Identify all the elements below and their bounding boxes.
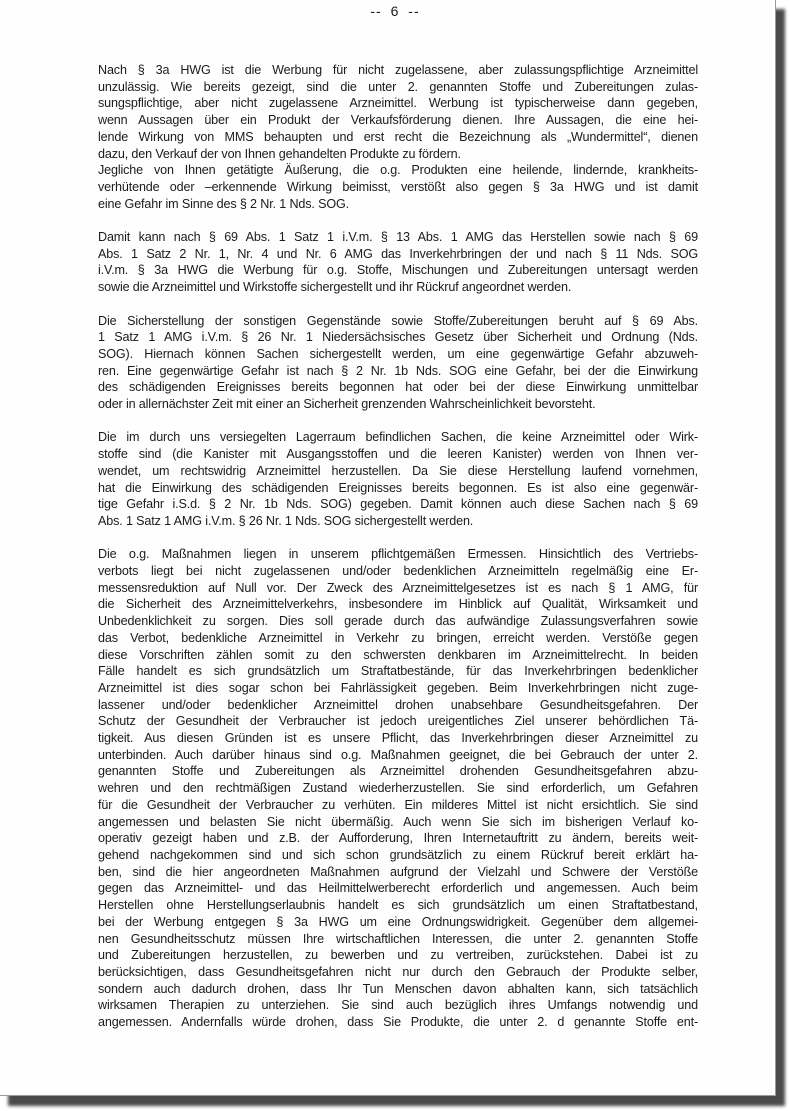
text-line: Abs. 1 Satz 1 AMG i.V.m. § 26 Nr. 1 Nds. SOG sichergestellt werden. bbox=[98, 513, 474, 528]
text-line: nen Gesundheitsschutz müssen Ihre wirtschaftlichen Interessen, die unter 2. genannten Stoffe bbox=[98, 931, 698, 946]
text-line: und Zubereitungen herzustellen, zu bewerben und zu vertreiben, zurückstehen. Dabei ist zu bbox=[98, 948, 698, 963]
document-body bbox=[98, 62, 698, 1047]
text-line: Damit kann nach § 69 Abs. 1 Satz 1 i.V.m. § 13 Abs. 1 AMG das Herstellen sowie nach § 69 bbox=[98, 230, 698, 245]
text-line: ben, sind die hier angeordneten Maßnahmen aufgrund der Vielzahl und Schwere der Verstöße bbox=[98, 864, 698, 879]
text-line: wirksamen Therapien zu unterziehen. Sie sind auch bezüglich ihres Umfangs notwendig und bbox=[98, 998, 698, 1013]
text-line: bei der Werbung entgegen § 3a HWG um eine Ordnungswidrigkeit. Gegenüber dem allgemei- bbox=[98, 914, 698, 929]
text-line: Die Sicherstellung der sonstigen Gegenstände sowie Stoffe/Zubereitungen beruht auf § 69 Abs. bbox=[98, 313, 698, 328]
text-line: das Verbot, bedenkliche Arzneimittel in Verkehr zu bringen, erreicht werden. Verstöße gegen bbox=[98, 630, 698, 645]
text-line: für die Gesundheit der Verbraucher zu verhüten. Ein milderes Mittel ist nicht ersichtlich. Sie sind bbox=[98, 797, 698, 812]
text-line: wendet, um rechtswidrig Arzneimittel herzustellen. Da Sie diese Herstellung laufend vornehmen, bbox=[98, 463, 698, 478]
text-line: verbots liegt bei nicht zugelassenen und/oder bedenklichen Arzneimitteln regelmäßig eine Er- bbox=[98, 564, 698, 579]
paragraph bbox=[98, 313, 698, 413]
text-line: lende Wirkung von MMS behaupten und erst recht die Bezeichnung als „Wundermittel“, dienen bbox=[98, 129, 698, 144]
text-line: Die im durch uns versiegelten Lagerraum befindlichen Sachen, die keine Arzneimittel oder Wirk- bbox=[98, 430, 698, 445]
text-line: lassener und/oder bedenklicher Arzneimittel drohen unabsehbare Gesundheitsgefahren. Der bbox=[98, 697, 698, 712]
text-line: Arzneimittel ist dies sogar schon bei Fahrlässigkeit gegeben. Beim Inverkehrbringen nicht zuge- bbox=[98, 680, 698, 695]
text-line: sungspflichtige, aber nicht zugelassene Arzneimittel. Werbung ist typischerweise dann gegeben, bbox=[98, 96, 698, 111]
text-line: Nach § 3a HWG ist die Werbung für nicht zugelassene, aber zulassungspflichtige Arzneimittel bbox=[98, 63, 698, 77]
text-line: angemessen und belasten Sie nicht übermäßig. Auch wenn Sie sich im bisherigen Verlauf ko- bbox=[98, 814, 698, 829]
text-line: stoffe sind (die Kanister mit Ausgangsstoffen und die leeren Kanister) werden von Ihnen ver- bbox=[98, 447, 698, 462]
text-line: des schädigenden Ereignisses bereits begonnen hat oder bei der diese Einwirkung unmittelbar bbox=[98, 380, 698, 395]
text-line: diese Vorschriften zählen somit zu den schwersten denkbaren im Arzneimittelrecht. In beiden bbox=[98, 647, 698, 662]
text-line: gehend nachgekommen sind und sich schon grundsätzlich zu einem Rückruf bereit erklärt ha- bbox=[98, 847, 698, 862]
text-line: dazu, den Verkauf der von Ihnen gehandelten Produkte zu fördern. bbox=[98, 146, 461, 161]
text-line: sondern auch dadurch drohen, dass Ihr Tun Menschen davon abhalten kann, sich tatsächlich bbox=[98, 981, 698, 996]
paragraph bbox=[98, 429, 698, 529]
text-line: 1 Satz 1 AMG i.V.m. § 26 Nr. 1 Niedersächsisches Gesetz über Sicherheit und Ordnung (Nds. bbox=[98, 330, 698, 345]
text-line: wehren und den rechtmäßigen Zustand wiederherzustellen. Sie sind erforderlich, um Gefahren bbox=[98, 781, 698, 796]
text-line: Schutz der Gesundheit der Verbraucher ist jedoch ureigentliches Ziel unserer behördlichen Tä- bbox=[98, 714, 698, 729]
text-line: verhütende oder –erkennende Wirkung beimisst, verstößt also gegen § 3a HWG und ist damit bbox=[98, 179, 698, 194]
text-line: ren. Eine gegenwärtige Gefahr ist nach § 2 Nr. 1b Nds. SOG eine Gefahr, bei der die Einwirkung bbox=[98, 363, 698, 378]
text-line: tige Gefahr i.S.d. § 2 Nr. 1b Nds. SOG) gegeben. Damit können auch diese Sachen nach § 69 bbox=[98, 497, 698, 512]
text-line: tigkeit. Aus diesen Gründen ist es unsere Pflicht, das Inverkehrbringen dieser Arzneimittel zu bbox=[98, 731, 698, 746]
text-line: angemessen. Andernfalls würde drohen, dass Sie Produkte, die unter 2. d genannte Stoffe ent- bbox=[98, 1015, 698, 1030]
text-line: Fälle handelt es sich grundsätzlich um Straftatbestände, für das Inverkehrbringen bedenklicher bbox=[98, 664, 698, 679]
text-line: operativ gezeigt haben und z.B. der Aufforderung, Ihren Internetauftritt zu ändern, bereits weit- bbox=[98, 831, 698, 846]
paragraph bbox=[98, 62, 698, 212]
text-line: Abs. 1 Satz 2 Nr. 1, Nr. 4 und Nr. 6 AMG das Inverkehrbringen der und nach § 11 Nds. SOG bbox=[98, 246, 698, 261]
text-line: eine Gefahr im Sinne des § 2 Nr. 1 Nds. SOG. bbox=[98, 196, 349, 211]
text-line: wenn Aussagen über ein Produkt der Verkaufsförderung dienen. Ihre Aussagen, die eine hei- bbox=[98, 113, 698, 128]
paragraph bbox=[98, 229, 698, 296]
text-line: die Sicherheit des Arzneimittelverkehrs, insbesondere im Hinblick auf Qualität, Wirksamkeit und bbox=[98, 597, 698, 612]
text-line: sowie die Arzneimittel und Wirkstoffe sichergestellt und ihr Rückruf angeordnet werden. bbox=[98, 280, 572, 295]
text-line: Unbedenklichkeit zu sorgen. Dies soll gerade durch das aufwändige Zulassungsverfahren sowie bbox=[98, 614, 698, 629]
text-line: Jegliche von Ihnen getätigte Äußerung, die o.g. Produkten eine heilende, lindernde, krankheits- bbox=[98, 163, 698, 178]
text-line: oder in allernächster Zeit mit einer an Sicherheit grenzenden Wahrscheinlichkeit bevorsteht. bbox=[98, 397, 596, 412]
text-line: hat die Einwirkung des schädigenden Ereignisses bereits begonnen. Es ist also eine gegenwär- bbox=[98, 480, 698, 495]
text-line: i.V.m. § 3a HWG die Werbung für o.g. Stoffe, Mischungen und Zubereitungen untersagt werden bbox=[98, 263, 698, 278]
text-line: Die o.g. Maßnahmen liegen in unserem pflichtgemäßen Ermessen. Hinsichtlich des Vertriebs- bbox=[98, 547, 698, 562]
text-line: SOG). Hiernach können Sachen sichergestellt werden, um eine gegenwärtige Gefahr abzuweh- bbox=[98, 346, 698, 361]
paragraph bbox=[98, 546, 698, 1030]
text-line: Herstellen ohne Herstellungserlaubnis handelt es sich grundsätzlich um einen Straftatbestand, bbox=[98, 898, 698, 913]
text-line: unterbinden. Auch darüber hinaus sind o.g. Maßnahmen geeignet, die bei Gebrauch der unter 2. bbox=[98, 747, 698, 762]
text-line: genannten Stoffe und Zubereitungen als Arzneimittel drohenden Gesundheitsgefahren abzu- bbox=[98, 764, 698, 779]
text-line: gegen das Arzneimittel- und das Heilmittelwerberecht erforderlich und angemessen. Auch beim bbox=[98, 881, 698, 896]
text-line: unzulässig. Wie bereits gezeigt, sind die unter 2. genannten Stoffe und Zubereitungen zulas- bbox=[98, 79, 698, 94]
page-number: -- 6 -- bbox=[370, 3, 420, 19]
text-line: berücksichtigen, dass Gesundheitsgefahren nicht nur durch den Gebrauch der Produkte selber, bbox=[98, 964, 698, 979]
text-line: messensreduktion auf Null vor. Der Zweck des Arzneimittelgesetzes ist es nach § 1 AMG, für bbox=[98, 580, 698, 595]
